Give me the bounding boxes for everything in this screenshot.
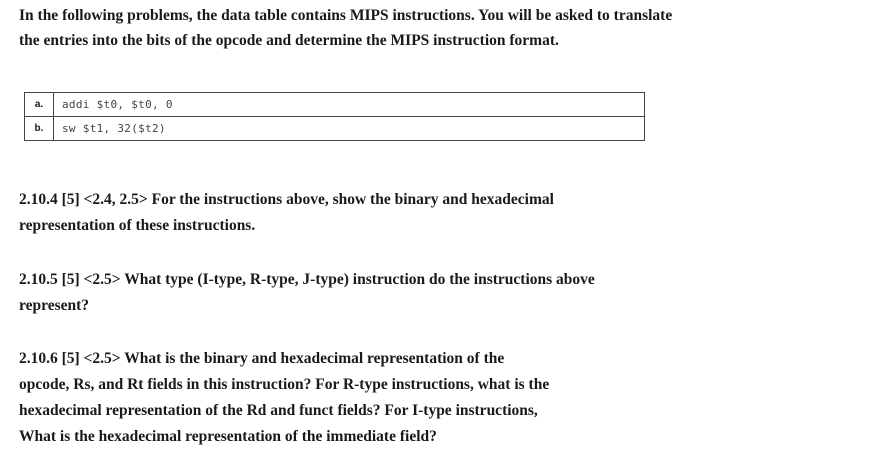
intro-line-1: In the following problems, the data table contains MIPS instructions. You will be asked to translate <box>19 7 673 24</box>
question-line: 2.10.5 [5] <2.5> What type (I-type, R-type, J-type) instruction do the instructions above <box>19 271 595 288</box>
question-line: represent? <box>19 297 90 314</box>
question-line: 2.10.4 [5] <2.4, 2.5> For the instructions above, show the binary and hexadecimal <box>19 191 554 208</box>
instruction-code: sw $t1, 32($t2) <box>54 117 645 141</box>
question-line: What is the hexadecimal representation of the immediate field? <box>19 428 437 445</box>
question-line: opcode, Rs, and Rt fields in this instruction? For R-type instructions, what is the <box>19 376 550 393</box>
question-2-10-6 <box>19 346 719 450</box>
question-2-10-4 <box>19 187 799 239</box>
question-line: 2.10.6 [5] <2.5> What is the binary and hexadecimal representation of the <box>19 350 505 367</box>
row-label: a. <box>25 93 54 117</box>
intro-line-2: the entries into the bits of the opcode and determine the MIPS instruction format. <box>19 32 559 49</box>
instruction-code: addi $t0, $t0, 0 <box>54 93 645 117</box>
instruction-table <box>24 92 645 141</box>
table-row <box>25 93 645 117</box>
question-line: representation of these instructions. <box>19 217 256 234</box>
table-row <box>25 117 645 141</box>
question-2-10-5 <box>19 267 799 319</box>
row-label: b. <box>25 117 54 141</box>
question-line: hexadecimal representation of the Rd and funct fields? For I-type instructions, <box>19 402 538 419</box>
intro-paragraph <box>19 3 819 53</box>
